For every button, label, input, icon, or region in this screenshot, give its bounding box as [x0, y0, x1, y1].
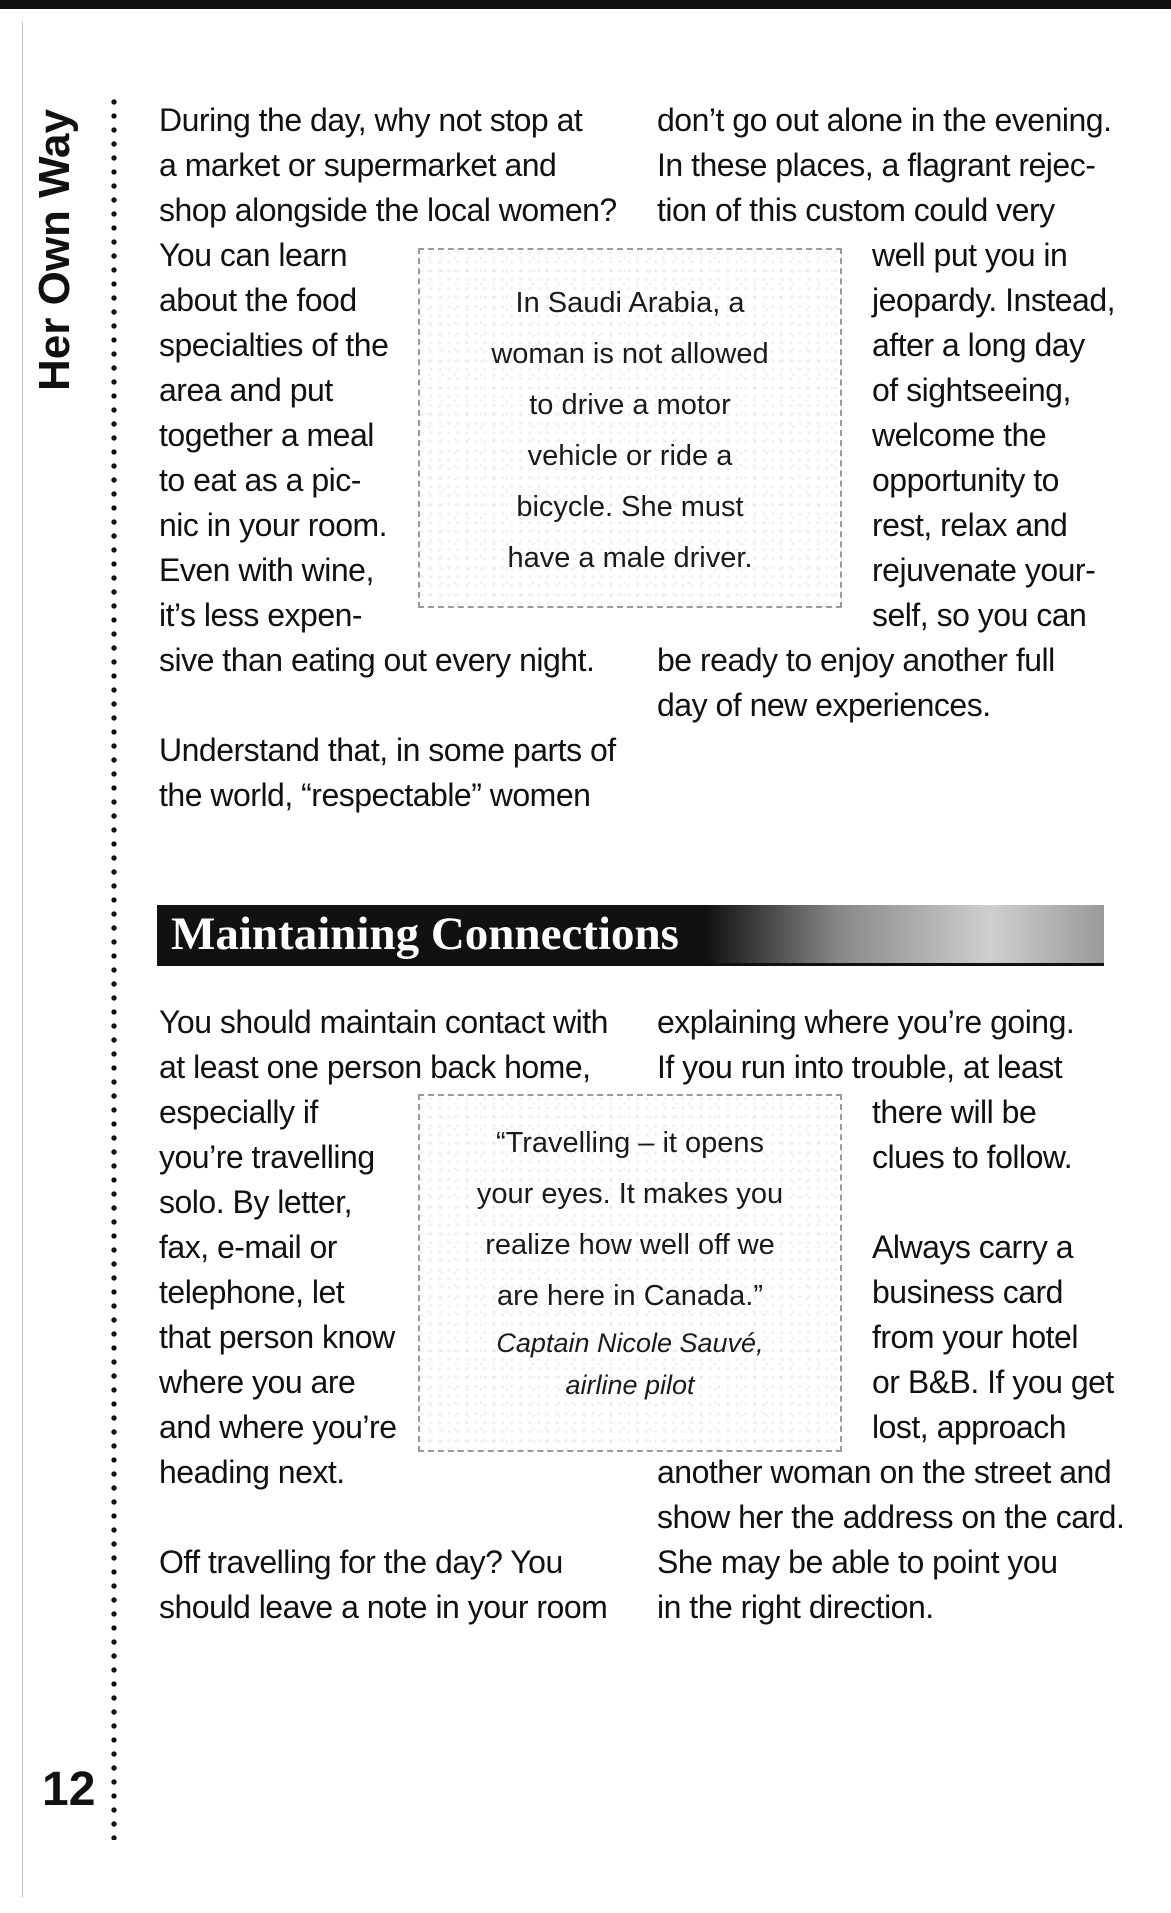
top-rule	[0, 0, 1171, 9]
text-line: fax, e-mail or	[159, 1229, 337, 1265]
text-line: that person know	[159, 1319, 395, 1355]
text-line: rejuvenate your-	[872, 552, 1096, 588]
text-line: jeopardy. Instead,	[872, 282, 1116, 318]
pullquote-line: In Saudi Arabia, a	[515, 287, 745, 319]
text-line: self, so you can	[872, 597, 1087, 633]
text-line: should leave a note in your room	[159, 1589, 608, 1625]
text-line: telephone, let	[159, 1274, 345, 1310]
page-edge-line	[22, 22, 23, 1897]
text-line: day of new experiences.	[657, 687, 991, 723]
text-line: it’s less expen-	[159, 597, 363, 633]
text-line: of sightseeing,	[872, 372, 1071, 408]
text-line: after a long day	[872, 327, 1085, 363]
pullquote-line: are here in Canada.”	[497, 1280, 763, 1312]
text-line: Always carry a	[872, 1229, 1074, 1265]
pullquote-line: vehicle or ride a	[527, 440, 733, 472]
section1-right-column-top	[657, 98, 1111, 233]
text-line: the world, “respectable” women	[159, 777, 591, 813]
text-line: solo. By letter,	[159, 1184, 352, 1220]
section1-right-column-bottom	[657, 638, 1055, 728]
text-line: in the right direction.	[657, 1589, 934, 1625]
text-line: well put you in	[872, 237, 1068, 273]
pullquote-line: “Travelling – it opens	[495, 1127, 765, 1159]
text-line: If you run into trouble, at least	[657, 1049, 1063, 1085]
text-line: opportunity to	[872, 462, 1059, 498]
text-line: Off travelling for the day? You	[159, 1544, 563, 1580]
pullquote-line: woman is not allowed	[491, 338, 769, 370]
text-line: be ready to enjoy another full	[657, 642, 1055, 678]
text-line: where you are	[159, 1364, 356, 1400]
section1-right-column-wrap	[872, 233, 1115, 638]
section2-right-column-bottom	[657, 1450, 1124, 1630]
text-line: heading next.	[159, 1454, 345, 1490]
text-line: During the day, why not stop at	[159, 102, 583, 138]
text-line: together a meal	[159, 417, 374, 453]
pullquote-travelling	[418, 1094, 842, 1452]
pullquote-line: have a male driver.	[507, 542, 753, 574]
text-line: clues to follow.	[872, 1139, 1073, 1175]
text-line: Even with wine,	[159, 552, 374, 588]
pullquote-line: realize how well off we	[485, 1229, 775, 1261]
text-line: there will be	[872, 1094, 1037, 1130]
section-heading: Maintaining Connections	[171, 908, 679, 960]
text-line: lost, approach	[872, 1409, 1067, 1445]
pullquote-line: bicycle. She must	[516, 491, 744, 523]
text-line: another woman on the street and	[657, 1454, 1112, 1490]
text-line: to eat as a pic-	[159, 462, 361, 498]
text-line: a market or supermarket and	[159, 147, 557, 183]
text-line: explaining where you’re going.	[657, 1004, 1075, 1040]
text-line: area and put	[159, 372, 333, 408]
text-line: specialties of the	[159, 327, 389, 363]
pullquote-saudi-arabia	[418, 248, 842, 608]
text-line: show her the address on the card.	[657, 1499, 1125, 1535]
text-line: at least one person back home,	[159, 1049, 591, 1085]
text-line: nic in your room.	[159, 507, 388, 543]
text-line: about the food	[159, 282, 357, 318]
text-line: In these places, a flagrant rejec-	[657, 147, 1096, 183]
page-number: 12	[42, 1763, 96, 1816]
pullquote-line: to drive a motor	[529, 389, 731, 421]
text-line: Understand that, in some parts of	[159, 732, 616, 768]
text-line: sive than eating out every night.	[159, 642, 595, 678]
text-line: You should maintain contact with	[159, 1004, 608, 1040]
text-line: You can learn	[159, 237, 348, 273]
text-line: you’re travelling	[159, 1139, 375, 1175]
pullquote-attribution: airline pilot	[565, 1370, 695, 1400]
text-line: and where you’re	[159, 1409, 397, 1445]
pullquote-line: your eyes. It makes you	[476, 1178, 784, 1210]
section2-right-column-top	[657, 1000, 1074, 1090]
section-heading-bar	[157, 905, 1104, 966]
text-line: or B&B. If you get	[872, 1364, 1114, 1400]
text-line: She may be able to point you	[657, 1544, 1058, 1580]
section2-right-column-wrap	[872, 1090, 1114, 1450]
pullquote-attribution: Captain Nicole Sauvé,	[496, 1328, 764, 1358]
text-line: shop alongside the local women?	[159, 192, 617, 228]
text-line: welcome the	[872, 417, 1047, 453]
text-line: especially if	[159, 1094, 318, 1130]
dotted-margin-rule	[109, 95, 119, 1840]
text-line: business card	[872, 1274, 1063, 1310]
text-line: tion of this custom could very	[657, 192, 1055, 228]
text-line: don’t go out alone in the evening.	[657, 102, 1112, 138]
running-header: Her Own Way	[30, 109, 79, 391]
text-line: from your hotel	[872, 1319, 1078, 1355]
text-line: rest, relax and	[872, 507, 1068, 543]
